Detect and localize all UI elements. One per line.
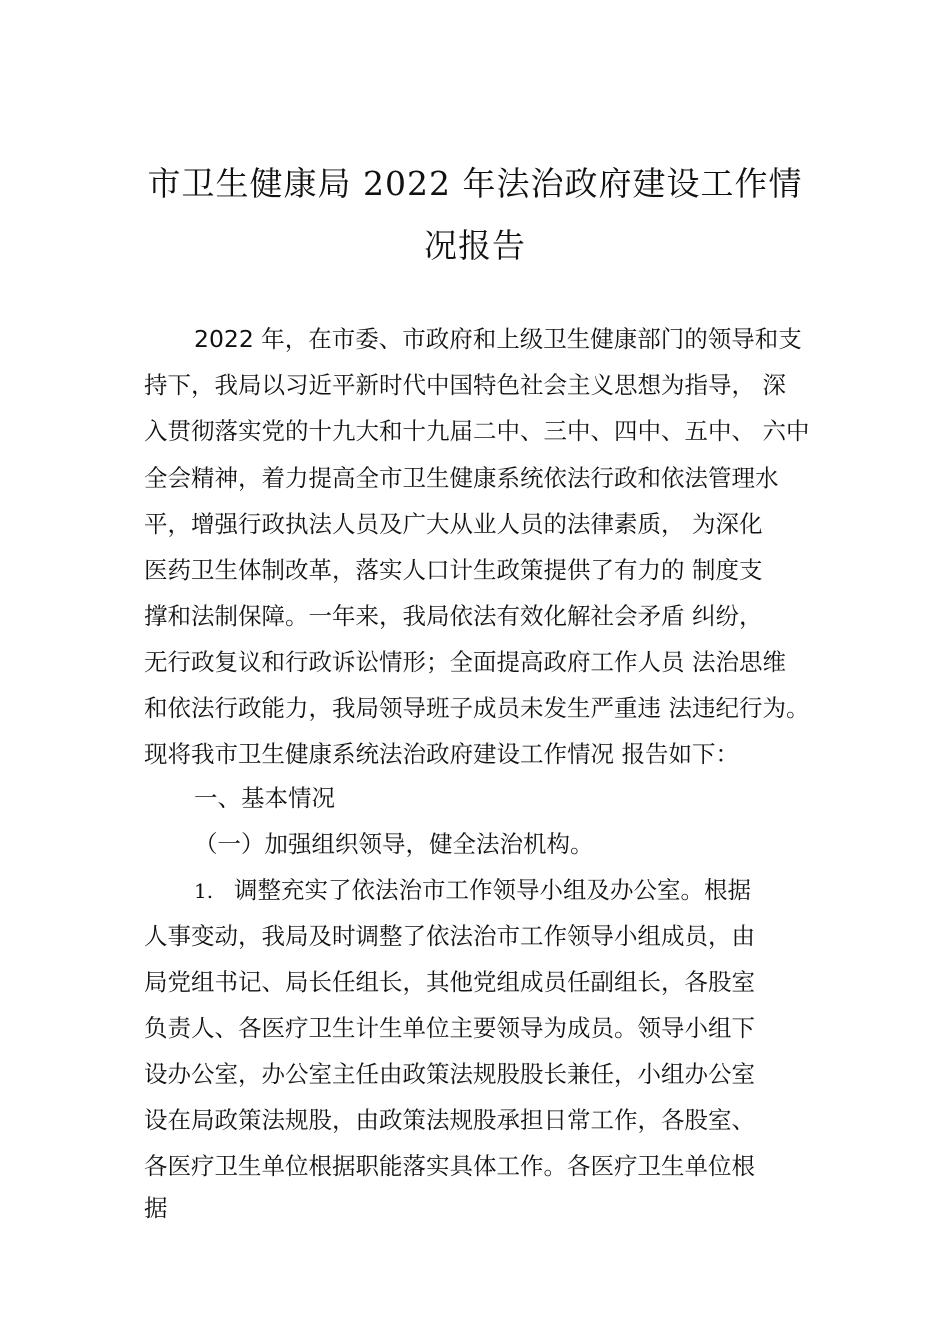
paragraph-line: 无行政复议和行政诉讼情形；全面提高政府工作人员 法治思维 xyxy=(144,648,786,676)
paragraph-line: 各医疗卫生单位根据职能落实具体工作。各医疗卫生单位根 xyxy=(144,1152,755,1180)
section-heading: 一、基本情况 xyxy=(194,784,335,812)
paragraph-line: 持下，我局以习近平新时代中国特色社会主义思想为指导， 深 xyxy=(144,371,786,399)
paragraph-line: 局党组书记、局长任组长，其他党组成员任副组长，各股室 xyxy=(144,968,755,996)
item-number: 1. xyxy=(194,879,214,903)
paragraph-line: 人事变动，我局及时调整了依法治市工作领导小组成员，由 xyxy=(144,922,755,950)
item-text: 调整充实了依法治市工作领导小组及办公室。根据 xyxy=(234,876,751,904)
paragraph-line: 平，增强行政执法人员及广大从业人员的法律素质， 为深化 xyxy=(144,510,763,538)
paragraph-line: 设办公室，办公室主任由政策法规股股长兼任，小组办公室 xyxy=(144,1060,755,1088)
paragraph-line: 入贯彻落实党的十九大和十九届二中、三中、四中、五中、 六中 xyxy=(144,417,810,445)
document-title-line-1: 市卫生健康局 2022 年法治政府建设工作情 xyxy=(147,164,803,203)
paragraph-line: 据 xyxy=(144,1194,168,1222)
subsection-heading: （一）加强组织领导，健全法治机构。 xyxy=(194,830,594,858)
document-title-line-2: 况报告 xyxy=(424,226,526,265)
paragraph-line: 医药卫生体制改革，落实人口计生政策提供了有力的 制度支 xyxy=(144,556,763,584)
paragraph-line: 2022 年，在市委、市政府和上级卫生健康部门的领导和支 xyxy=(194,325,802,353)
paragraph-line: 撑和法制保障。一年来，我局依法有效化解社会矛盾 纠纷， xyxy=(144,602,763,630)
paragraph-line: 现将我市卫生健康系统法治政府建设工作情况 报告如下： xyxy=(144,740,739,768)
numbered-item xyxy=(194,874,751,907)
paragraph-line: 全会精神，着力提高全市卫生健康系统依法行政和依法管理水 xyxy=(144,464,779,492)
paragraph-line: 设在局政策法规股，由政策法规股承担日常工作，各股室、 xyxy=(144,1106,755,1134)
paragraph-line: 负责人、各医疗卫生计生单位主要领导为成员。领导小组下 xyxy=(144,1014,755,1042)
paragraph-line: 和依法行政能力，我局领导班子成员未发生严重违 法违纪行为。 xyxy=(144,694,810,722)
